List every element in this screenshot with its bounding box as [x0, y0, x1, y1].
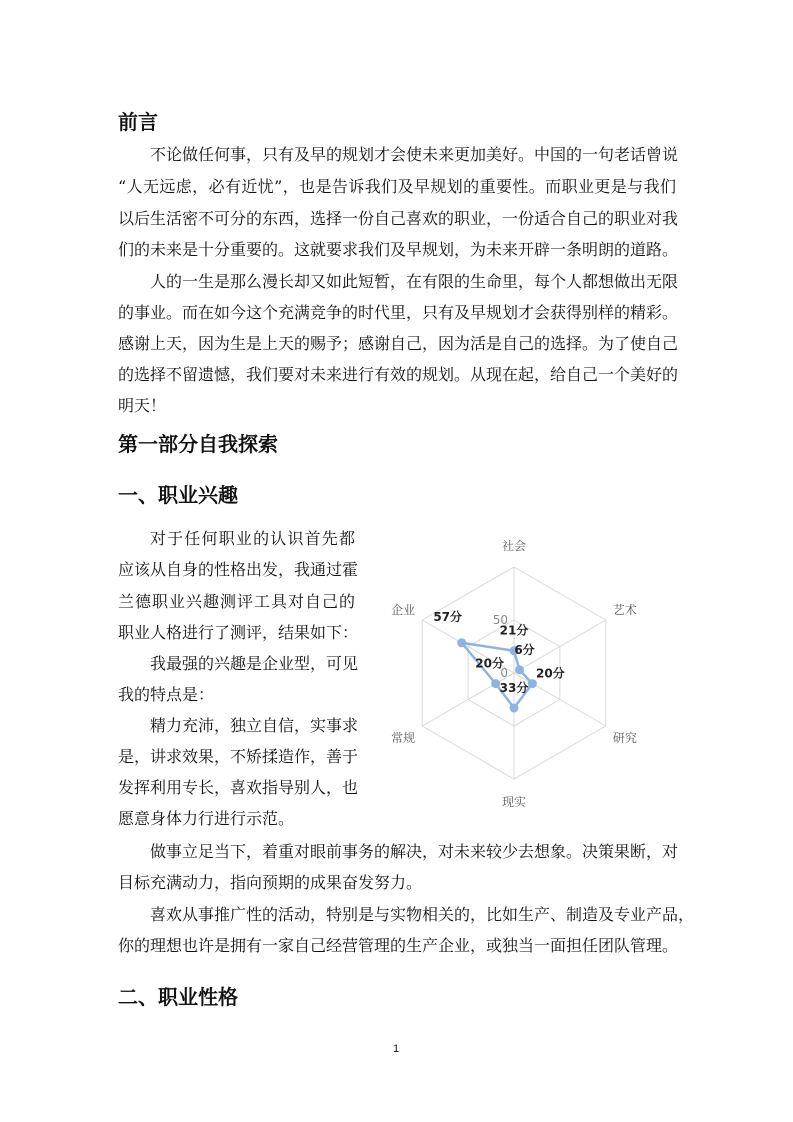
- text-line: 的事业。而在如今这个充满竞争的时代里，只有及早规划才会获得别样的精彩。: [118, 303, 679, 322]
- text-line: 应该从自身的性格出发，我通过霍: [118, 560, 359, 579]
- text-line: 的选择不留遗憾，我们要对未来进行有效的规划。从现在起，给自己一个美好的: [118, 365, 679, 384]
- data-point: [491, 679, 500, 688]
- axis-label: 现实: [501, 795, 527, 809]
- text-line: 感谢上天，因为生是上天的赐予；感谢自己，因为活是自己的选择。为了使自己: [118, 334, 679, 353]
- axis-label: 艺术: [612, 603, 637, 617]
- axis-label: 常规: [391, 731, 416, 745]
- text-line: 以后生活密不可分的东西，选择一份自己喜欢的职业，一份适合自己的职业对我: [118, 209, 679, 228]
- data-point: [510, 703, 519, 712]
- text-line: 我的特点是：: [118, 685, 215, 704]
- text-line: 是，讲求效果，不矫揉造作，善于: [118, 747, 359, 766]
- text-line: 职业人格进行了测评，结果如下：: [118, 623, 359, 642]
- heading-part1: 第一部分自我探索: [118, 432, 278, 456]
- data-label: 57分: [433, 609, 463, 624]
- data-label: 20分: [536, 666, 565, 681]
- text-line: 喜欢从事推广性的活动，特别是与实物相关的，比如生产、制造及专业产品，: [150, 905, 695, 924]
- tick-label: 50: [492, 613, 508, 627]
- text-line: 兰德职业兴趣测评工具对自己的: [118, 592, 355, 611]
- text-line: 精力充沛，独立自信，实事求: [150, 716, 359, 735]
- heading-sec2: 二、职业性格: [118, 985, 238, 1009]
- text-line: 们的未来是十分重要的。这就要求我们及早规划，为未来开辟一条明朗的道路。: [118, 240, 679, 259]
- text-line: 目标充满动力，指向预期的成果奋发努力。: [118, 873, 423, 892]
- axis-label: 社会: [501, 539, 527, 553]
- heading-sec1: 一、职业兴趣: [118, 483, 238, 507]
- axis-label: 企业: [391, 603, 416, 617]
- text-line: 人的一生是那么漫长却又如此短暂，在有限的生命里，每个人都想做出无限: [150, 272, 679, 291]
- text-line: 做事立足当下，着重对眼前事务的解决，对未来较少去想象。决策果断，对: [150, 842, 679, 861]
- text-line: 对于任何职业的认识首先都: [150, 529, 355, 548]
- text-line: 明天！: [118, 396, 167, 415]
- text-line: 我最强的兴趣是企业型，可见: [150, 654, 359, 673]
- text-line: “人无远虑，必有近忧”，也是告诉我们及早规划的重要性。而职业更是与我们: [118, 177, 676, 196]
- text-line: 你的理想也许是拥有一家自己经营管理的生产企业，或独当一面担任团队管理。: [118, 936, 679, 955]
- data-label: 6分: [514, 642, 535, 657]
- page-number: 1: [393, 1043, 400, 1055]
- heading-preface: 前言: [118, 110, 158, 134]
- text-line: 发挥利用专长，喜欢指导别人，也: [118, 778, 359, 797]
- axis-label: 研究: [612, 731, 637, 745]
- data-label: 20分: [475, 656, 504, 671]
- data-point: [457, 638, 466, 647]
- text-line: 愿意身体力行进行示范。: [118, 809, 295, 828]
- tick-label: 0: [500, 666, 508, 680]
- data-point: [515, 665, 524, 674]
- data-label: 33分: [499, 680, 529, 695]
- text-line: 不论做任何事，只有及早的规划才会使未来更加美好。中国的一句老话曾说: [150, 145, 679, 164]
- data-label: 21分: [499, 623, 529, 638]
